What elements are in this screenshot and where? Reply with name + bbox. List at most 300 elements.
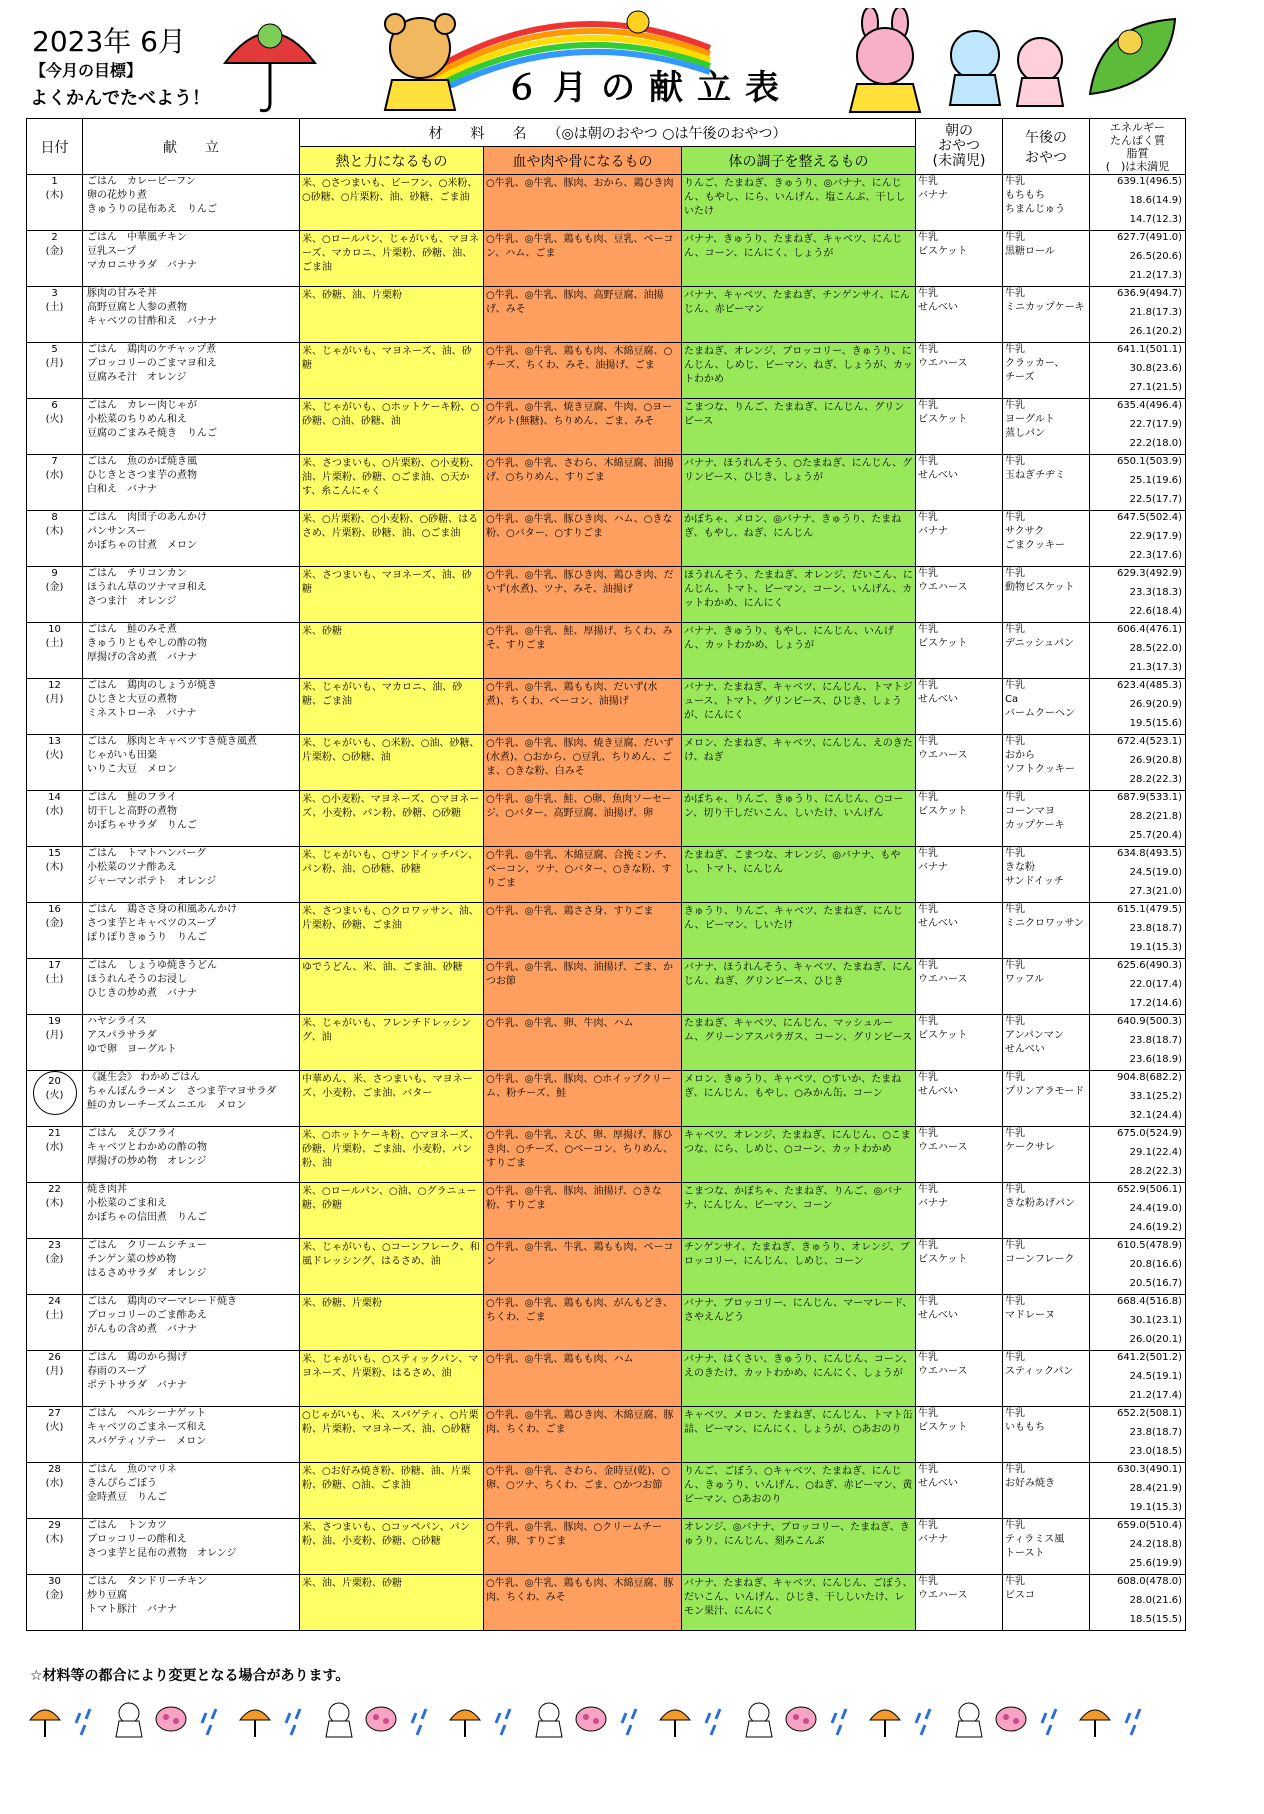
fat-value: 28.2(22.3) [1129, 774, 1183, 785]
snack-item: 牛乳 [918, 1352, 939, 1363]
regulating-foods-cell: ほうれんそう、たまねぎ、オレンジ、だいこん、にんじん、トマト、ピーマン、コーン、いんげん、カットわかめ、にんにく [682, 567, 916, 623]
menu-cell [83, 735, 300, 791]
date-cell [27, 679, 83, 735]
morning-snack-cell [916, 1295, 1003, 1351]
day-row [27, 1183, 1186, 1239]
afternoon-snack-cell [1003, 567, 1090, 623]
nutrition-cell [1090, 791, 1186, 847]
snack-item: もちもち [1005, 190, 1046, 201]
day-number: 23 [48, 1240, 61, 1251]
snack-item: 玉ねぎチヂミ [1005, 470, 1066, 481]
nutrition-cell [1090, 1015, 1186, 1071]
body-building-foods-cell: ○牛乳、◎牛乳、豚肉、○ホイップクリーム、粉チーズ、鮭 [484, 1071, 682, 1127]
menu-dish: ごはん 魚のかば焼き風 [87, 456, 197, 467]
protein-value: 29.1(22.4) [1129, 1147, 1183, 1158]
snack-item: ミニクロワッサン [1005, 918, 1085, 929]
snack-item: 牛乳 [918, 1520, 939, 1531]
energy-foods-cell: 米、○ロールパン、○油、○グラニュー糖、砂糖 [300, 1183, 484, 1239]
morning-snack-cell [916, 791, 1003, 847]
fat-value: 25.6(19.9) [1129, 1558, 1183, 1569]
protein-value: 24.5(19.1) [1129, 1371, 1183, 1382]
snack-item: 牛乳 [1005, 232, 1026, 243]
regulating-foods-cell: メロン、たまねぎ、キャベツ、にんじん、えのきたけ、ねぎ [682, 735, 916, 791]
snack-item: ビスケット [918, 638, 968, 649]
afternoon-snack-cell [1003, 1127, 1090, 1183]
day-of-week: (月) [45, 1030, 64, 1041]
fat-value: 17.2(14.6) [1129, 998, 1183, 1009]
morning-snack-cell [916, 343, 1003, 399]
protein-value: 26.9(20.8) [1129, 755, 1183, 766]
menu-dish: ごはん 鶏肉のマーマレード焼き [87, 1296, 237, 1307]
fat-value: 20.5(16.7) [1129, 1278, 1183, 1289]
afternoon-snack-cell [1003, 1239, 1090, 1295]
menu-dish: ごはん 鶏のから揚げ [87, 1352, 187, 1363]
nutrition-cell [1090, 1239, 1186, 1295]
menu-cell [83, 175, 300, 231]
nutrition-cell [1090, 959, 1186, 1015]
regulating-foods-cell: たまねぎ、キャベツ、にんじん、マッシュルーム、グリーンアスパラガス、コーン、グリンピース [682, 1015, 916, 1071]
menu-dish: パンサンスー [87, 526, 146, 537]
day-number: 28 [48, 1464, 61, 1475]
fat-value: 21.2(17.3) [1129, 270, 1183, 281]
snack-item: 牛乳 [1005, 904, 1026, 915]
body-building-foods-cell: ○牛乳、◎牛乳、鮭、厚揚げ、ちくわ、みそ、すりごま [484, 623, 682, 679]
snack-item: 牛乳 [1005, 1184, 1026, 1195]
header-menu: 献 立 [83, 119, 300, 175]
day-number: 17 [48, 960, 61, 971]
fat-value: 26.1(20.2) [1129, 326, 1183, 337]
body-building-foods-cell: ○牛乳、◎牛乳、鶏もも肉、がんもどき、ちくわ、ごま [484, 1295, 682, 1351]
menu-dish: がんもの含め煮 バナナ [87, 1324, 197, 1335]
nutrition-cell [1090, 1407, 1186, 1463]
snack-item: ビスケット [918, 246, 968, 257]
fat-value: 21.3(17.3) [1129, 662, 1183, 673]
snack-item: 牛乳 [918, 792, 939, 803]
menu-dish: トマト豚汁 バナナ [87, 1604, 177, 1615]
date-cell [27, 1407, 83, 1463]
date-cell [27, 1351, 83, 1407]
energy-value: 639.1(496.5) [1116, 176, 1183, 187]
afternoon-snack-cell [1003, 903, 1090, 959]
menu-cell [83, 1463, 300, 1519]
menu-dish: かぼちゃサラダ りんご [87, 820, 197, 831]
day-row [27, 231, 1186, 287]
body-building-foods-cell: ○牛乳、◎牛乳、豚肉、○クリームチーズ、卵、すりごま [484, 1519, 682, 1575]
menu-cell [83, 1183, 300, 1239]
energy-foods-cell: 米、○お好み焼き粉、砂糖、油、片栗粉、砂糖、○油、ごま油 [300, 1463, 484, 1519]
snack-item: 牛乳 [1005, 456, 1026, 467]
menu-cell [83, 399, 300, 455]
goal-heading: 【今月の目標】 [30, 61, 143, 80]
energy-value: 608.0(478.0) [1116, 1576, 1183, 1587]
day-row [27, 1127, 1186, 1183]
body-building-foods-cell: ○牛乳、◎牛乳、鶏もも肉、木綿豆腐、○チーズ、ちくわ、みそ、油揚げ、ごま [484, 343, 682, 399]
protein-value: 23.8(18.7) [1129, 1035, 1183, 1046]
day-number: 3 [51, 288, 58, 299]
afternoon-snack-cell [1003, 679, 1090, 735]
menu-dish: さつま汁 オレンジ [87, 596, 177, 607]
menu-dish: きゅうりの昆布あえ りんご [87, 204, 217, 215]
menu-dish: いりこ大豆 メロン [87, 764, 177, 775]
nutrition-cell [1090, 1071, 1186, 1127]
snack-item: トースト [1005, 1548, 1045, 1559]
snack-item: 牛乳 [918, 848, 939, 859]
menu-dish: ポテトサラダ バナナ [87, 1380, 187, 1391]
protein-value: 23.8(18.7) [1129, 923, 1183, 934]
date-cell [27, 1071, 83, 1127]
snack-item: スティックパン [1005, 1366, 1074, 1377]
morning-snack-cell [916, 623, 1003, 679]
day-number: 13 [48, 736, 61, 747]
snack-item: 牛乳 [1005, 176, 1026, 187]
menu-cell [83, 847, 300, 903]
day-number: 19 [48, 1016, 61, 1027]
day-of-week: (木) [45, 190, 64, 201]
menu-dish: チンゲン菜の炒め物 [87, 1254, 177, 1265]
header-red-group: 血や肉や骨になるもの [484, 147, 682, 175]
menu-dish: ごはん 鶏肉のケチャップ煮 [87, 344, 217, 355]
menu-dish: ブロッコリーの酢和え [87, 1534, 187, 1545]
date-cell [27, 1015, 83, 1071]
menu-dish: ひじきの炒め煮 バナナ [87, 988, 197, 999]
rain-icon [1042, 1709, 1056, 1735]
umbrella-icon [30, 1710, 60, 1737]
body-building-foods-cell: ○牛乳、◎牛乳、さわら、金時豆(乾)、○卵、○ツナ、ちくわ、ごま、○かつお節 [484, 1463, 682, 1519]
header-green-group: 体の調子を整えるもの [682, 147, 916, 175]
teru-icon [326, 1703, 352, 1737]
nutrition-cell [1090, 735, 1186, 791]
snack-item: ウエハース [918, 974, 968, 985]
snack-item: ヨーグルト [1005, 414, 1055, 425]
day-of-week: (月) [45, 358, 64, 369]
energy-foods-cell: 米、さつまいも、マヨネーズ、油、砂糖 [300, 567, 484, 623]
snack-item: 牛乳 [918, 1072, 939, 1083]
date-cell [27, 399, 83, 455]
energy-foods-cell: 中華めん、米、さつまいも、マヨネーズ、小麦粉、ごま油、バター [300, 1071, 484, 1127]
day-row [27, 1295, 1186, 1351]
rabbit-icon [835, 8, 935, 116]
menu-cell [83, 903, 300, 959]
day-number: 7 [51, 456, 58, 467]
snack-item: ビスケット [918, 806, 968, 817]
fat-value: 24.6(19.2) [1129, 1222, 1183, 1233]
menu-cell [83, 679, 300, 735]
protein-value: 22.9(17.9) [1129, 531, 1183, 542]
afternoon-snack-cell [1003, 847, 1090, 903]
menu-cell [83, 287, 300, 343]
snack-item: デニッシュパン [1005, 638, 1075, 649]
menu-dish: 高野豆腐と人参の煮物 [87, 302, 187, 313]
snack-item: 牛乳 [1005, 1520, 1026, 1531]
menu-dish: 春雨のスープ [87, 1366, 146, 1377]
morning-snack-cell [916, 1351, 1003, 1407]
menu-dish: 白和え バナナ [87, 484, 157, 495]
protein-value: 23.3(18.3) [1129, 587, 1183, 598]
snack-item: コーンマヨ [1005, 806, 1055, 817]
fat-value: 23.6(18.9) [1129, 1054, 1183, 1065]
rain-icon [412, 1709, 426, 1735]
regulating-foods-cell: りんご、ごぼう、○キャベツ、たまねぎ、にんじん、きゅうり、いんげん、○ねぎ、赤ピーマン、黄ピーマン、○あおのり [682, 1463, 916, 1519]
menu-dish: ごはん カレービーフン [87, 176, 196, 187]
menu-dish: ゆで卵 ヨーグルト [87, 1044, 177, 1055]
morning-snack-cell [916, 1519, 1003, 1575]
snack-item: Ca [1005, 694, 1019, 705]
menu-dish: ごはん チリコンカン [87, 568, 187, 579]
energy-foods-cell: ゆでうどん、米、油、ごま油、砂糖 [300, 959, 484, 1015]
menu-dish: ブロッコリーのごま酢あえ [87, 1310, 207, 1321]
snack-item: ワッフル [1005, 974, 1045, 985]
fat-value: 27.3(21.0) [1129, 886, 1183, 897]
menu-dish: はるさめサラダ オレンジ [87, 1268, 207, 1279]
snack-item: 牛乳 [918, 400, 939, 411]
snack-item: 牛乳 [918, 1464, 939, 1475]
snack-item: ウエハース [918, 1142, 968, 1153]
menu-cell [83, 1239, 300, 1295]
afternoon-snack-cell [1003, 511, 1090, 567]
body-building-foods-cell: ○牛乳、◎牛乳、豚ひき肉、ハム、○きな粉、○バター、○すりごま [484, 511, 682, 567]
day-row [27, 847, 1186, 903]
snack-item: せんべい [918, 694, 958, 705]
snack-item: いももち [1005, 1422, 1046, 1433]
menu-dish: 豆腐みそ汁 オレンジ [87, 372, 187, 383]
afternoon-snack-cell [1003, 1575, 1090, 1631]
menu-cell [83, 231, 300, 287]
energy-foods-cell: 米、○小麦粉、マヨネーズ、○マヨネーズ、小麦粉、パン粉、砂糖、○砂糖 [300, 791, 484, 847]
day-of-week: (月) [45, 694, 64, 705]
nutrition-cell [1090, 1463, 1186, 1519]
energy-value: 675.0(524.9) [1116, 1128, 1183, 1139]
day-of-week: (火) [45, 1422, 64, 1433]
day-number: 10 [48, 624, 61, 635]
goal-text: よくかんでたべよう！ [30, 88, 210, 109]
fat-value: 28.2(22.3) [1129, 1166, 1183, 1177]
date-cell [27, 1575, 83, 1631]
menu-dish: 炒り豆腐 [87, 1590, 127, 1601]
snack-item: 牛乳 [918, 1240, 939, 1251]
date-cell [27, 175, 83, 231]
menu-dish: ごはん トマトハンバーグ [87, 848, 207, 859]
menu-cell [83, 1071, 300, 1127]
menu-dish: ほうれんそうのお浸し [87, 974, 187, 985]
menu-dish: ごはん ヘルシーナゲット [87, 1408, 206, 1419]
snack-item: ビスケット [918, 1030, 968, 1041]
day-row [27, 343, 1186, 399]
day-number: 2 [51, 232, 58, 243]
nutrition-cell [1090, 1351, 1186, 1407]
day-of-week: (土) [45, 302, 64, 313]
body-building-foods-cell: ○牛乳、◎牛乳、鶏もも肉、だいず(水煮)、ちくわ、ベーコン、油揚げ [484, 679, 682, 735]
protein-value: 30.1(23.1) [1129, 1315, 1183, 1326]
date-cell [27, 1127, 83, 1183]
day-of-week: (火) [45, 414, 64, 425]
day-number: 6 [51, 400, 58, 411]
day-number: 30 [48, 1576, 61, 1587]
menu-dish: 卵の花炒り煮 [87, 190, 147, 201]
menu-dish: 豚肉の甘みそ丼 [87, 288, 157, 299]
snack-item: せんべい [918, 1086, 958, 1097]
menu-dish: ハヤシライス [87, 1016, 147, 1027]
snack-item: コーンフレーク [1005, 1254, 1075, 1265]
snack-item: 牛乳 [1005, 1408, 1026, 1419]
menu-cell [83, 567, 300, 623]
fat-value: 18.5(15.5) [1129, 1614, 1183, 1625]
afternoon-snack-cell [1003, 623, 1090, 679]
energy-foods-cell: 米、じゃがいも、マヨネーズ、油、砂糖 [300, 343, 484, 399]
morning-snack-cell [916, 1127, 1003, 1183]
umbrella-icon [240, 1710, 270, 1737]
snack-item: バナナ [918, 1198, 949, 1209]
day-number: 15 [48, 848, 61, 859]
date-cell [27, 343, 83, 399]
snack-item: 牛乳 [1005, 1072, 1026, 1083]
nutrition-cell [1090, 231, 1186, 287]
fat-value: 19.1(15.3) [1129, 942, 1183, 953]
energy-foods-cell: 米、さつまいも、○クロワッサン、油、片栗粉、砂糖、ごま油 [300, 903, 484, 959]
menu-dish: 豆乳スープ [87, 246, 136, 257]
energy-value: 634.8(493.5) [1116, 848, 1183, 859]
snack-item: バナナ [918, 1534, 949, 1545]
snack-item: ウエハース [918, 1366, 968, 1377]
regulating-foods-cell: バナナ、はくさい、きゅうり、にんじん、コーン、えのきたけ、カットわかめ、にんにく、しょうが [682, 1351, 916, 1407]
menu-dish: 焼き肉丼 [87, 1184, 127, 1195]
snack-item: せんべい [918, 1310, 958, 1321]
fat-value: 19.5(15.6) [1129, 718, 1183, 729]
nutrition-cell [1090, 1127, 1186, 1183]
rain-icon [1126, 1709, 1140, 1735]
snack-item: 牛乳 [918, 344, 939, 355]
snack-item: おから [1005, 750, 1036, 761]
protein-value: 23.8(18.7) [1129, 1427, 1183, 1438]
umbrella-icon [215, 8, 325, 118]
nutrition-cell [1090, 1295, 1186, 1351]
energy-value: 668.4(516.8) [1116, 1296, 1183, 1307]
sun-icon [620, 4, 656, 40]
day-number: 27 [48, 1408, 61, 1419]
menu-dish: マカロニサラダ バナナ [87, 260, 197, 271]
day-row [27, 959, 1186, 1015]
snack-item: 牛乳 [1005, 1240, 1026, 1251]
regulating-foods-cell: たまねぎ、オレンジ、ブロッコリー、きゅうり、にんじん、しめじ、ピーマン、ねぎ、しょうが、カットわかめ [682, 343, 916, 399]
menu-dish: 《誕生会》 わかめごはん [87, 1072, 201, 1083]
rain-icon [286, 1709, 300, 1735]
regulating-foods-cell: かぼちゃ、メロン、◎バナナ、きゅうり、たまねぎ、もやし、ねぎ、にんじん [682, 511, 916, 567]
menu-dish: かぼちゃの信田煮 りんご [87, 1212, 207, 1223]
snack-item: 牛乳 [1005, 1296, 1026, 1307]
afternoon-snack-cell [1003, 455, 1090, 511]
rain-icon [916, 1709, 930, 1735]
day-row [27, 903, 1186, 959]
energy-foods-cell: 米、油、片栗粉、砂糖 [300, 1575, 484, 1631]
fat-value: 22.5(17.7) [1129, 494, 1183, 505]
afternoon-snack-cell [1003, 1519, 1090, 1575]
energy-foods-cell: 米、じゃがいも、マカロニ、油、砂糖、ごま油 [300, 679, 484, 735]
energy-foods-cell: 米、じゃがいも、○サンドイッチパン、パン粉、油、○砂糖、砂糖 [300, 847, 484, 903]
body-building-foods-cell: ○牛乳、◎牛乳、鮭、○卵、魚肉ソーセージ、○バター、高野豆腐、油揚げ、卵 [484, 791, 682, 847]
day-of-week: (土) [45, 1310, 64, 1321]
fat-value: 25.7(20.4) [1129, 830, 1183, 841]
afternoon-snack-cell [1003, 1015, 1090, 1071]
menu-dish: ブロッコリーのごまマヨ和え [87, 358, 217, 369]
snack-item: ウエハース [918, 582, 968, 593]
body-building-foods-cell: ○牛乳、◎牛乳、鶏もも肉、ハム [484, 1351, 682, 1407]
afternoon-snack-cell [1003, 1407, 1090, 1463]
protein-value: 28.5(22.0) [1129, 643, 1183, 654]
fat-value: 26.0(20.1) [1129, 1334, 1183, 1345]
snack-item: きな粉 [1005, 862, 1036, 873]
snack-item: 牛乳 [1005, 1016, 1026, 1027]
menu-dish: キャベツの甘酢和え バナナ [87, 316, 217, 327]
snack-item: ウエハース [918, 358, 968, 369]
date-cell [27, 623, 83, 679]
teru-icon [116, 1703, 142, 1737]
menu-dish: じゃがいも田楽 [87, 750, 157, 761]
day-of-week: (木) [45, 1198, 64, 1209]
fat-value: 22.6(18.4) [1129, 606, 1183, 617]
fat-value: 27.1(21.5) [1129, 382, 1183, 393]
afternoon-snack-cell [1003, 1295, 1090, 1351]
protein-value: 25.1(19.6) [1129, 475, 1183, 486]
body-building-foods-cell: ○牛乳、◎牛乳、豚肉、高野豆腐、油揚げ、みそ [484, 287, 682, 343]
energy-value: 640.9(500.3) [1116, 1016, 1183, 1027]
menu-dish: ごはん 中華風チキン [87, 232, 187, 243]
energy-value: 635.4(496.4) [1116, 400, 1183, 411]
energy-foods-cell: 米、○ホットケーキ粉、○マヨネーズ、砂糖、片栗粉、ごま油、小麦粉、パン粉、油 [300, 1127, 484, 1183]
snack-item: バナナ [918, 526, 949, 537]
menu-dish: アスパラサラダ [87, 1030, 157, 1041]
snack-item: 動物ビスケット [1005, 582, 1075, 593]
snack-item: 牛乳 [918, 176, 939, 187]
date-cell [27, 959, 83, 1015]
protein-value: 24.2(18.8) [1129, 1539, 1183, 1550]
energy-value: 687.9(533.1) [1116, 792, 1183, 803]
morning-snack-cell [916, 903, 1003, 959]
umbrella-icon [870, 1710, 900, 1737]
menu-dish: ひじきとさつま芋の煮物 [87, 470, 197, 481]
energy-value: 647.5(502.4) [1116, 512, 1183, 523]
snack-item: マドレーヌ [1005, 1310, 1056, 1321]
snack-item: ごまクッキー [1005, 540, 1066, 551]
menu-dish: 鮭のカレーチーズムニエル メロン [87, 1100, 247, 1111]
menu-dish: ごはん 鮭のフライ [87, 792, 177, 803]
day-row [27, 1071, 1186, 1127]
day-of-week: (水) [45, 1142, 64, 1153]
hydrangea-icon [996, 1707, 1026, 1731]
nutrition-cell [1090, 343, 1186, 399]
menu-dish: 厚揚げの炒め物 オレンジ [87, 1156, 207, 1167]
snack-item: アンパンマン [1005, 1030, 1064, 1041]
protein-value: 28.4(21.9) [1129, 1483, 1183, 1494]
teru-icon [956, 1703, 982, 1737]
body-building-foods-cell: ○牛乳、◎牛乳、木綿豆腐、合挽ミンチ、ベーコン、ツナ、○バター、○きな粉、すりごま [484, 847, 682, 903]
protein-value: 30.8(23.6) [1129, 363, 1183, 374]
body-building-foods-cell: ○牛乳、◎牛乳、豚肉、油揚げ、○きな粉、すりごま [484, 1183, 682, 1239]
morning-snack-cell [916, 455, 1003, 511]
snack-item: 牛乳 [918, 736, 939, 747]
snack-item: ミニカップケーキ [1005, 302, 1085, 313]
regulating-foods-cell: チンゲンサイ、たまねぎ、きゅうり、オレンジ、ブロッコリー、にんじん、しめじ、コーン [682, 1239, 916, 1295]
regulating-foods-cell: りんご、たまねぎ、きゅうり、◎バナナ、にんじん、もやし、にら、いんげん、塩こんぶ、干ししいたけ [682, 175, 916, 231]
umbrella-icon [660, 1710, 690, 1737]
snack-item: ちまんじゅう [1005, 204, 1066, 215]
body-building-foods-cell: ○牛乳、◎牛乳、鶏ひき肉、木綿豆腐、豚肉、ちくわ、ごま [484, 1407, 682, 1463]
day-of-week: (金) [45, 582, 64, 593]
body-building-foods-cell: ○牛乳、◎牛乳、さわら、木綿豆腐、油揚げ、○ちりめん、すりごま [484, 455, 682, 511]
morning-snack-cell [916, 1071, 1003, 1127]
regulating-foods-cell: バナナ、たまねぎ、キャベツ、にんじん、ごぼう、だいこん、いんげん、ひじき、干ししいたけ、レモン果汁、にんにく [682, 1575, 916, 1631]
energy-value: 904.8(682.2) [1116, 1072, 1183, 1083]
snack-item: 牛乳 [918, 904, 939, 915]
day-of-week: (水) [45, 806, 64, 817]
